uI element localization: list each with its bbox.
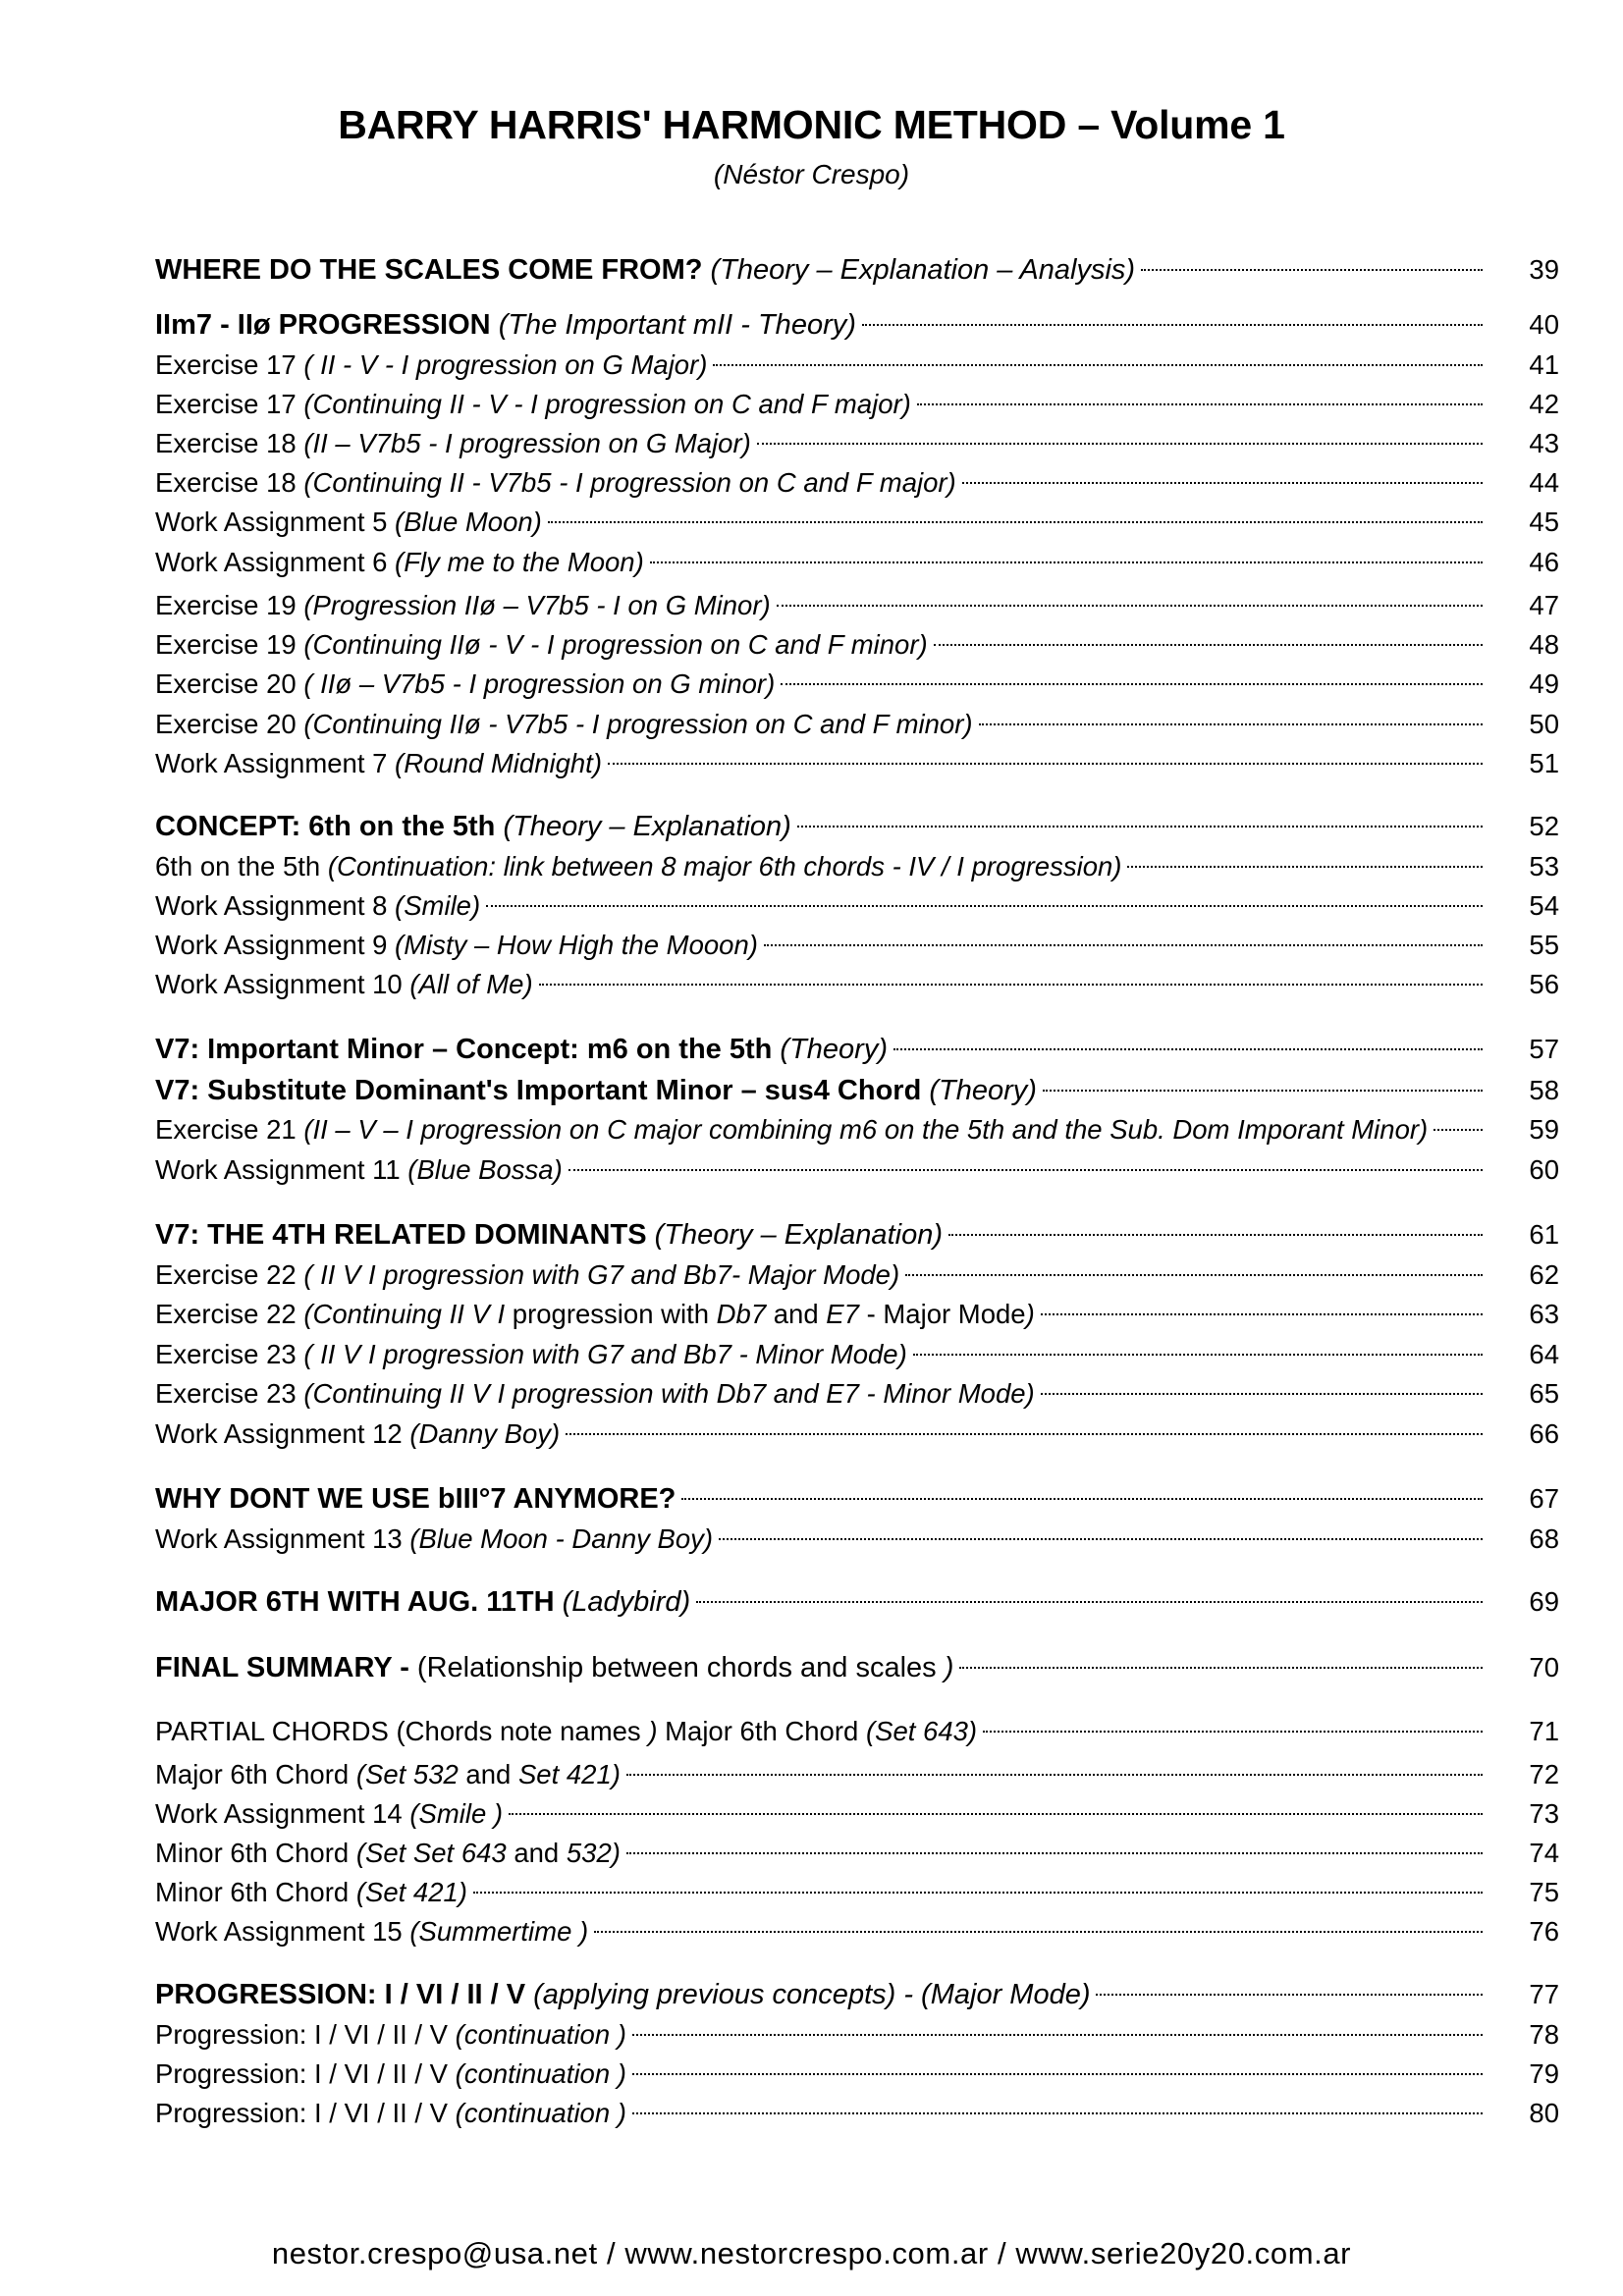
dot-leader xyxy=(608,763,1483,765)
toc-entry[interactable] xyxy=(155,543,1559,582)
toc-entry-bold: CONCEPT: 6th on the 5th xyxy=(155,811,504,842)
toc-entry-text: 6th on the 5th xyxy=(155,851,321,881)
toc-entry-text4: - Major Mode xyxy=(858,1299,1026,1329)
toc-entry-title xyxy=(155,503,542,542)
dot-leader xyxy=(797,826,1483,828)
toc-page-number: 70 xyxy=(1529,1652,1559,1682)
toc-section-entry[interactable] xyxy=(155,1582,1559,1622)
dot-leader xyxy=(934,644,1483,646)
toc-entry-title xyxy=(155,463,956,503)
toc-entry-italic: (Continuing II - V7b5 - I progression on C and F major) xyxy=(303,467,956,498)
toc-page-number: 80 xyxy=(1529,2098,1559,2128)
dot-leader xyxy=(486,905,1483,907)
dot-leader xyxy=(905,1274,1483,1276)
dot-leader xyxy=(568,1169,1483,1171)
dot-leader xyxy=(548,521,1483,523)
dot-leader xyxy=(650,561,1483,563)
toc-entry-title xyxy=(155,250,1135,290)
toc-entry-text: Exercise 22 xyxy=(155,1299,304,1329)
toc-section-entry[interactable] xyxy=(155,1975,1559,2014)
toc-page-number: 56 xyxy=(1529,969,1559,999)
toc-entry-bold: MAJOR 6TH WITH AUG. 11TH xyxy=(155,1586,555,1618)
toc-entry-title xyxy=(155,1215,943,1255)
toc-entry-text: Work Assignment 12 xyxy=(155,1418,403,1449)
toc-entry-text2: progression with xyxy=(505,1299,717,1329)
toc-section-entry[interactable] xyxy=(155,1215,1559,1255)
toc-entry-bold: V7: Important Minor – Concept: m6 on the 5th xyxy=(155,1034,773,1065)
toc-page-number: 74 xyxy=(1529,1838,1559,1868)
toc-entry-text: Exercise 19 xyxy=(155,590,304,620)
toc-entry-italic: (Continuing II V I progression with Db7 and E7 - Minor Mode) xyxy=(303,1378,1035,1409)
toc-entry[interactable] xyxy=(155,705,1559,744)
toc-entry[interactable] xyxy=(155,1110,1559,1149)
dot-leader xyxy=(632,2073,1483,2075)
toc-entry-italic: ( IIø – V7b5 - I progression on G minor) xyxy=(303,668,776,699)
toc-entry-text: Progression: I / VI / II / V xyxy=(155,2019,456,2050)
toc-entry[interactable] xyxy=(155,847,1559,886)
toc-entry-text: Exercise 18 xyxy=(155,428,304,458)
toc-entry[interactable] xyxy=(155,1415,1559,1454)
dot-leader xyxy=(719,1538,1483,1540)
toc-page-number: 69 xyxy=(1529,1586,1559,1617)
toc-entry[interactable] xyxy=(155,744,1559,783)
toc-entry-italic: (Theory – Explanation) xyxy=(654,1219,943,1251)
toc-entry-italic: (Continuing IIø - V7b5 - I progression on C and F minor) xyxy=(303,709,973,739)
toc-section-entry[interactable] xyxy=(155,1071,1559,1110)
toc-entry-bold: WHERE DO THE SCALES COME FROM? xyxy=(155,254,703,286)
toc-page-number: 64 xyxy=(1529,1339,1559,1369)
toc-entry[interactable] xyxy=(155,503,1559,542)
document-author: (Néstor Crespo) xyxy=(713,159,910,189)
toc-entry[interactable] xyxy=(155,1794,1559,1834)
toc-entry-title xyxy=(155,1295,1035,1334)
toc-entry-text: Exercise 20 xyxy=(155,709,304,739)
toc-entry-title xyxy=(155,1335,907,1374)
toc-page-number: 48 xyxy=(1529,629,1559,660)
toc-entry-text2: and xyxy=(458,1759,518,1789)
toc-page-number: 67 xyxy=(1529,1483,1559,1514)
dot-leader xyxy=(1041,1393,1483,1395)
toc-page-number: 44 xyxy=(1529,467,1559,498)
toc-entry-title xyxy=(155,1912,588,1951)
toc-entry[interactable] xyxy=(155,1712,1559,1751)
dot-leader xyxy=(1096,1994,1483,1996)
toc-entry-bold: WHY DONT WE USE bIII°7 ANYMORE? xyxy=(155,1483,676,1515)
toc-entry-title xyxy=(155,1712,977,1751)
toc-page-number: 71 xyxy=(1529,1716,1559,1746)
toc-entry-text: Exercise 22 xyxy=(155,1259,304,1290)
toc-entry-italic: (Theory) xyxy=(929,1075,1037,1106)
toc-page-number: 75 xyxy=(1529,1877,1559,1907)
toc-entry-title xyxy=(155,305,856,345)
toc-entry-italic: (Smile) xyxy=(395,890,481,921)
toc-entry-text: Exercise 20 xyxy=(155,668,304,699)
toc-entry[interactable] xyxy=(155,886,1559,926)
toc-entry-text: Major 6th Chord xyxy=(155,1759,350,1789)
toc-entry-text: Work Assignment 11 xyxy=(155,1154,401,1185)
toc-entry-italic: (Continuing II V I xyxy=(303,1299,506,1329)
toc-entry-italic: (Blue Moon) xyxy=(395,507,542,537)
dot-leader xyxy=(626,1774,1483,1776)
toc-page-number: 62 xyxy=(1529,1259,1559,1290)
toc-entry-italic: (Continuing IIø - V - I progression on C and F minor) xyxy=(303,629,928,660)
toc-entry[interactable] xyxy=(155,665,1559,704)
toc-entry-text2: and xyxy=(506,1838,567,1868)
dot-leader xyxy=(948,1234,1483,1236)
toc-entry-title xyxy=(155,1520,713,1559)
toc-entry-italic: (Round Midnight) xyxy=(395,748,602,778)
toc-entry-title xyxy=(155,1071,1037,1110)
toc-page-number: 42 xyxy=(1529,389,1559,419)
toc-entry[interactable] xyxy=(155,424,1559,463)
toc-entry-bold: FINAL SUMMARY - xyxy=(155,1652,417,1683)
toc-page-number: 41 xyxy=(1529,349,1559,380)
toc-entry-italic: (II – V7b5 - I progression on G Major) xyxy=(303,428,751,458)
dot-leader xyxy=(959,1667,1483,1669)
toc-entry-italic: ) xyxy=(944,1652,954,1683)
toc-entry-title xyxy=(155,1582,690,1622)
toc-entry-text: Exercise 19 xyxy=(155,629,304,660)
toc-entry-italic: (continuation ) xyxy=(455,2058,626,2089)
toc-entry-title xyxy=(155,665,775,704)
toc-section-entry[interactable] xyxy=(155,807,1559,846)
toc-entry-text: Exercise 23 xyxy=(155,1378,304,1409)
footer-contact: nestor.crespo@usa.net / www.nestorcrespo.com.ar / www.serie20y20.com.ar xyxy=(271,2236,1352,2270)
toc-entry-italic: (Blue Bossa) xyxy=(407,1154,563,1185)
toc-entry-text: Work Assignment 14 xyxy=(155,1798,403,1829)
toc-entry[interactable] xyxy=(155,2015,1559,2055)
toc-entry-bold: PROGRESSION: I / VI / II / V xyxy=(155,1979,526,2010)
toc-page-number: 39 xyxy=(1529,254,1559,285)
toc-page-number: 57 xyxy=(1529,1034,1559,1064)
toc-entry[interactable] xyxy=(155,1834,1559,1873)
toc-entry-italic: (Ladybird) xyxy=(562,1586,691,1618)
toc-page-number: 68 xyxy=(1529,1523,1559,1554)
toc-entry-italic: (applying previous concepts) - (Major Mode) xyxy=(533,1979,1091,2010)
toc-entry-text: Work Assignment 5 xyxy=(155,507,388,537)
toc-entry-title xyxy=(155,1415,560,1454)
toc-entry-title xyxy=(155,2015,626,2055)
toc-entry[interactable] xyxy=(155,1912,1559,1951)
toc-entry-title xyxy=(155,1479,676,1519)
dot-leader xyxy=(626,1852,1483,1854)
toc-page-number: 55 xyxy=(1529,930,1559,960)
toc-entry-italic2: (Set 643) xyxy=(865,1716,978,1746)
dot-leader xyxy=(1043,1090,1483,1092)
dot-leader xyxy=(1041,1313,1483,1315)
toc-page-number: 78 xyxy=(1529,2019,1559,2050)
toc-entry-text: Progression: I / VI / II / V xyxy=(155,2098,456,2128)
toc-page-number: 47 xyxy=(1529,590,1559,620)
toc-section-entry[interactable] xyxy=(155,305,1559,345)
dot-leader xyxy=(1141,269,1483,271)
toc-entry-italic: (II – V – I progression on C major combining m6 on the 5th and the Sub. Dom Imporant Minor) xyxy=(303,1114,1429,1145)
toc-entry-title xyxy=(155,1755,621,1794)
toc-page-number: 45 xyxy=(1529,507,1559,537)
dot-leader xyxy=(893,1048,1483,1050)
toc-section-entry[interactable] xyxy=(155,1030,1559,1069)
dot-leader xyxy=(1434,1129,1483,1131)
toc-entry-italic2: Set 421) xyxy=(517,1759,621,1789)
toc-entry-italic: (Set Set 643 xyxy=(355,1838,507,1868)
toc-entry-text: Work Assignment 13 xyxy=(155,1523,403,1554)
toc-entry-title xyxy=(155,543,644,582)
toc-entry-italic: (The Important mII - Theory) xyxy=(498,309,856,341)
toc-page-number: 77 xyxy=(1529,1979,1559,2009)
toc-page-number: 52 xyxy=(1529,811,1559,841)
toc-entry[interactable] xyxy=(155,1755,1559,1794)
toc-entry-title xyxy=(155,1255,899,1295)
dot-leader xyxy=(713,364,1483,366)
toc-entry-italic: (Danny Boy) xyxy=(409,1418,561,1449)
toc-entry-bold: V7: Substitute Dominant's Important Minor – sus4 Chord xyxy=(155,1075,922,1106)
toc-page-number: 73 xyxy=(1529,1798,1559,1829)
toc-entry-bold: IIm7 - IIø PROGRESSION xyxy=(155,309,491,341)
toc-entry[interactable] xyxy=(155,965,1559,1004)
toc-entry-title xyxy=(155,744,602,783)
toc-entry-italic: (Summertime ) xyxy=(409,1916,589,1947)
toc-entry-title xyxy=(155,1873,467,1912)
toc-entry-title xyxy=(155,807,791,846)
toc-entry-text: Work Assignment 10 xyxy=(155,969,403,999)
toc-entry-title xyxy=(155,1648,953,1687)
toc-page-number: 50 xyxy=(1529,709,1559,739)
toc-entry[interactable] xyxy=(155,926,1559,965)
toc-entry-title xyxy=(155,346,707,385)
toc-entry[interactable] xyxy=(155,2055,1559,2094)
toc-entry-text: Minor 6th Chord xyxy=(155,1877,350,1907)
toc-entry[interactable] xyxy=(155,463,1559,503)
toc-entry-italic: ( II V I progression with G7 and Bb7- Major Mode) xyxy=(303,1259,900,1290)
toc-page-number: 66 xyxy=(1529,1418,1559,1449)
toc-entry[interactable] xyxy=(155,1295,1559,1334)
toc-entry-title xyxy=(155,1374,1035,1414)
toc-entry-italic: (Smile ) xyxy=(409,1798,504,1829)
toc-page-number: 79 xyxy=(1529,2058,1559,2089)
toc-entry-italic: (continuation ) xyxy=(455,2098,626,2128)
toc-entry-text: Work Assignment 6 xyxy=(155,547,388,577)
dot-leader xyxy=(764,944,1483,946)
toc-page-number: 76 xyxy=(1529,1916,1559,1947)
dot-leader xyxy=(862,324,1483,326)
toc-entry[interactable] xyxy=(155,1520,1559,1559)
toc-entry-title xyxy=(155,705,973,744)
toc-page-number: 61 xyxy=(1529,1219,1559,1250)
toc-entry-bold: V7: THE 4TH RELATED DOMINANTS xyxy=(155,1219,647,1251)
toc-entry-text: Minor 6th Chord xyxy=(155,1838,356,1868)
toc-entry-italic: (continuation ) xyxy=(455,2019,626,2050)
toc-entry-italic: (Continuation: link between 8 major 6th chords - IV / I progression) xyxy=(327,851,1122,881)
toc-entry-text2: Major 6th Chord xyxy=(657,1716,866,1746)
toc-entry-text: Work Assignment 7 xyxy=(155,748,388,778)
document-title: BARRY HARRIS' HARMONIC METHOD – Volume 1 xyxy=(338,102,1285,147)
toc-section-entry[interactable] xyxy=(155,1479,1559,1519)
toc-entry-title xyxy=(155,625,928,665)
toc-entry[interactable] xyxy=(155,1335,1559,1374)
dot-leader xyxy=(781,683,1483,685)
toc-page-number: 40 xyxy=(1529,309,1559,340)
dot-leader xyxy=(757,443,1483,445)
toc-entry-title xyxy=(155,385,911,424)
toc-entry-italic: (Continuing II - V - I progression on C and F major) xyxy=(303,389,911,419)
toc-entry-title xyxy=(155,586,771,625)
dot-leader xyxy=(962,482,1483,484)
toc-entry-title xyxy=(155,886,480,926)
toc-page-number: 54 xyxy=(1529,890,1559,921)
toc-entry-title xyxy=(155,424,751,463)
toc-entry-title xyxy=(155,847,1121,886)
toc-section-entry[interactable] xyxy=(155,1648,1559,1687)
toc-entry-title xyxy=(155,1794,503,1834)
toc-page-number: 60 xyxy=(1529,1154,1559,1185)
toc-entry-text: Exercise 23 xyxy=(155,1339,304,1369)
dot-leader xyxy=(473,1892,1483,1894)
toc-page-number: 46 xyxy=(1529,547,1559,577)
toc-entry[interactable] xyxy=(155,1150,1559,1190)
dot-leader xyxy=(539,984,1483,986)
toc-entry[interactable] xyxy=(155,2094,1559,2133)
dot-leader xyxy=(979,723,1483,725)
toc-entry-text: Work Assignment 15 xyxy=(155,1916,403,1947)
toc-entry-italic: (Progression IIø – V7b5 - I on G Minor) xyxy=(303,590,771,620)
dot-leader xyxy=(696,1601,1483,1603)
dot-leader xyxy=(632,2034,1483,2036)
toc-page-number: 59 xyxy=(1529,1114,1559,1145)
toc-page-number: 65 xyxy=(1529,1378,1559,1409)
toc-entry-title xyxy=(155,2094,626,2133)
toc-entry-italic: ( II V I progression with G7 and Bb7 - Minor Mode) xyxy=(303,1339,907,1369)
toc-entry-italic3: E7 xyxy=(826,1299,859,1329)
toc-entry-italic: (All of Me) xyxy=(409,969,533,999)
table-of-contents xyxy=(155,0,1559,2296)
toc-section-entry[interactable] xyxy=(155,250,1559,290)
toc-entry-italic: (Theory) xyxy=(780,1034,888,1065)
toc-entry-title xyxy=(155,1110,1428,1149)
toc-entry-text: Exercise 17 xyxy=(155,389,304,419)
toc-page-number: 53 xyxy=(1529,851,1559,881)
toc-page-number: 43 xyxy=(1529,428,1559,458)
toc-entry-italic: (Fly me to the Moon) xyxy=(395,547,644,577)
toc-entry-italic: (Theory – Explanation – Analysis) xyxy=(710,254,1136,286)
dot-leader xyxy=(917,403,1483,405)
dot-leader xyxy=(1127,866,1483,868)
toc-entry[interactable] xyxy=(155,586,1559,625)
toc-entry-text: (Relationship between chords and scales xyxy=(416,1652,937,1683)
toc-page-number: 58 xyxy=(1529,1075,1559,1105)
toc-entry-title xyxy=(155,2055,626,2094)
toc-entry-italic: (Theory – Explanation) xyxy=(503,811,791,842)
toc-entry-italic4: ) xyxy=(1025,1299,1035,1329)
toc-entry-italic2: 532) xyxy=(566,1838,621,1868)
toc-entry-text: Exercise 21 xyxy=(155,1114,304,1145)
toc-entry-italic: (Blue Moon - Danny Boy) xyxy=(409,1523,714,1554)
toc-entry[interactable] xyxy=(155,346,1559,385)
toc-entry[interactable] xyxy=(155,1873,1559,1912)
toc-entry-text: Progression: I / VI / II / V xyxy=(155,2058,456,2089)
toc-entry-text: Work Assignment 9 xyxy=(155,930,388,960)
toc-entry-text: Exercise 17 xyxy=(155,349,304,380)
toc-page-number: 63 xyxy=(1529,1299,1559,1329)
toc-page-number: 49 xyxy=(1529,668,1559,699)
toc-entry-text3: and xyxy=(766,1299,827,1329)
dot-leader xyxy=(509,1813,1483,1815)
toc-entry-title xyxy=(155,926,758,965)
toc-entry[interactable] xyxy=(155,385,1559,424)
toc-entry-title xyxy=(155,1834,621,1873)
toc-entry[interactable] xyxy=(155,1255,1559,1295)
toc-entry-italic: ( II - V - I progression on G Major) xyxy=(303,349,708,380)
toc-entry-text: Work Assignment 8 xyxy=(155,890,388,921)
dot-leader xyxy=(777,605,1483,607)
toc-entry-text: PARTIAL CHORDS (Chords note names xyxy=(155,1716,641,1746)
toc-entry-italic2: Db7 xyxy=(716,1299,767,1329)
toc-entry-italic: (Set 421) xyxy=(355,1877,467,1907)
toc-entry-italic: (Misty – How High the Mooon) xyxy=(395,930,758,960)
dot-leader xyxy=(681,1498,1483,1500)
dot-leader xyxy=(983,1731,1483,1733)
dot-leader xyxy=(566,1433,1483,1435)
dot-leader xyxy=(594,1931,1483,1933)
toc-page-number: 51 xyxy=(1529,748,1559,778)
toc-entry-title xyxy=(155,1150,563,1190)
dot-leader xyxy=(913,1354,1483,1356)
toc-entry-italic: (Set 532 xyxy=(355,1759,459,1789)
toc-entry[interactable] xyxy=(155,625,1559,665)
dot-leader xyxy=(632,2112,1483,2114)
toc-entry-title xyxy=(155,1030,888,1069)
toc-page-number: 72 xyxy=(1529,1759,1559,1789)
toc-entry-title xyxy=(155,1975,1090,2014)
toc-entry-italic: ) xyxy=(648,1716,658,1746)
toc-entry[interactable] xyxy=(155,1374,1559,1414)
toc-entry-text: Exercise 18 xyxy=(155,467,304,498)
toc-entry-title xyxy=(155,965,533,1004)
